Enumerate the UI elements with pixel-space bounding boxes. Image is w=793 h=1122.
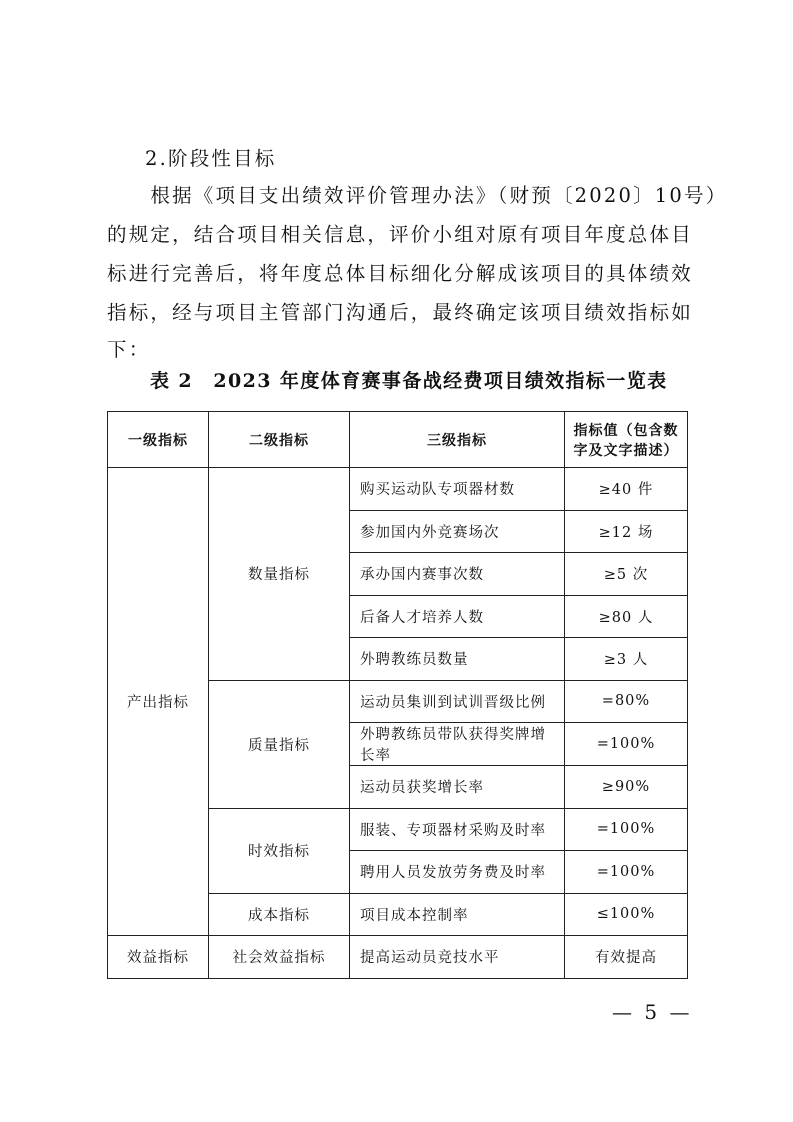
- value-cell: =100%: [565, 851, 688, 894]
- level3-cell: 运动员集训到试训晋级比例: [350, 680, 565, 723]
- value-cell: ≥40 件: [565, 468, 688, 511]
- level2-cell: 时效指标: [209, 808, 350, 893]
- paragraph-line: 下：: [107, 338, 151, 361]
- value-cell: 有效提高: [565, 936, 688, 979]
- level3-cell: 外聘教练员带队获得奖牌增长率: [350, 723, 565, 766]
- level3-cell: 运动员获奖增长率: [350, 766, 565, 809]
- value-cell: =80%: [565, 680, 688, 723]
- level3-cell: 外聘教练员数量: [350, 638, 565, 681]
- value-cell: =100%: [565, 808, 688, 851]
- level3-cell: 承办国内赛事次数: [350, 553, 565, 596]
- level3-cell: 项目成本控制率: [350, 893, 565, 936]
- level3-cell: 购买运动队专项器材数: [350, 468, 565, 511]
- paragraph-line: 根据《项目支出绩效评价管理办法》（财预〔2020〕10号）: [107, 184, 728, 207]
- table-row: [108, 936, 688, 979]
- level3-cell: 后备人才培养人数: [350, 595, 565, 638]
- header-level3: 三级指标: [350, 412, 565, 468]
- value-cell: ≥80 人: [565, 595, 688, 638]
- level3-cell: 聘用人员发放劳务费及时率: [350, 851, 565, 894]
- level3-cell: 服装、专项器材采购及时率: [350, 808, 565, 851]
- header-value: 指标值（包含数字及文字描述）: [565, 412, 688, 468]
- level2-cell: 成本指标: [209, 893, 350, 936]
- value-cell: ≥5 次: [565, 553, 688, 596]
- level1-cell: 效益指标: [108, 936, 209, 979]
- level3-cell: 提高运动员竞技水平: [350, 936, 565, 979]
- value-cell: =100%: [565, 723, 688, 766]
- level3-cell: 参加国内外竞赛场次: [350, 510, 565, 553]
- value-cell: ≥3 人: [565, 638, 688, 681]
- level2-cell: 质量指标: [209, 680, 350, 808]
- performance-indicator-table: [107, 411, 688, 979]
- paragraph-line: 标进行完善后，将年度总体目标细化分解成该项目的具体绩效: [107, 262, 693, 285]
- value-cell: ≥90%: [565, 766, 688, 809]
- table-header-row: [108, 412, 688, 468]
- level2-cell: 数量指标: [209, 468, 350, 681]
- paragraph-line: 指标，经与项目主管部门沟通后，最终确定该项目绩效指标如: [107, 301, 693, 324]
- header-level1: 一级指标: [108, 412, 209, 468]
- table-row: [108, 468, 688, 511]
- section-heading: 2.阶段性目标: [145, 147, 277, 170]
- level2-cell: 社会效益指标: [209, 936, 350, 979]
- paragraph-line: 的规定，结合项目相关信息，评价小组对原有项目年度总体目: [107, 223, 693, 246]
- value-cell: ≥12 场: [565, 510, 688, 553]
- page-number: — 5 —: [612, 1000, 693, 1024]
- value-cell: ≤100%: [565, 893, 688, 936]
- level1-cell: 产出指标: [108, 468, 209, 936]
- header-level2: 二级指标: [209, 412, 350, 468]
- table-caption: 表 2 2023 年度体育赛事备战经费项目绩效指标一览表: [150, 370, 668, 392]
